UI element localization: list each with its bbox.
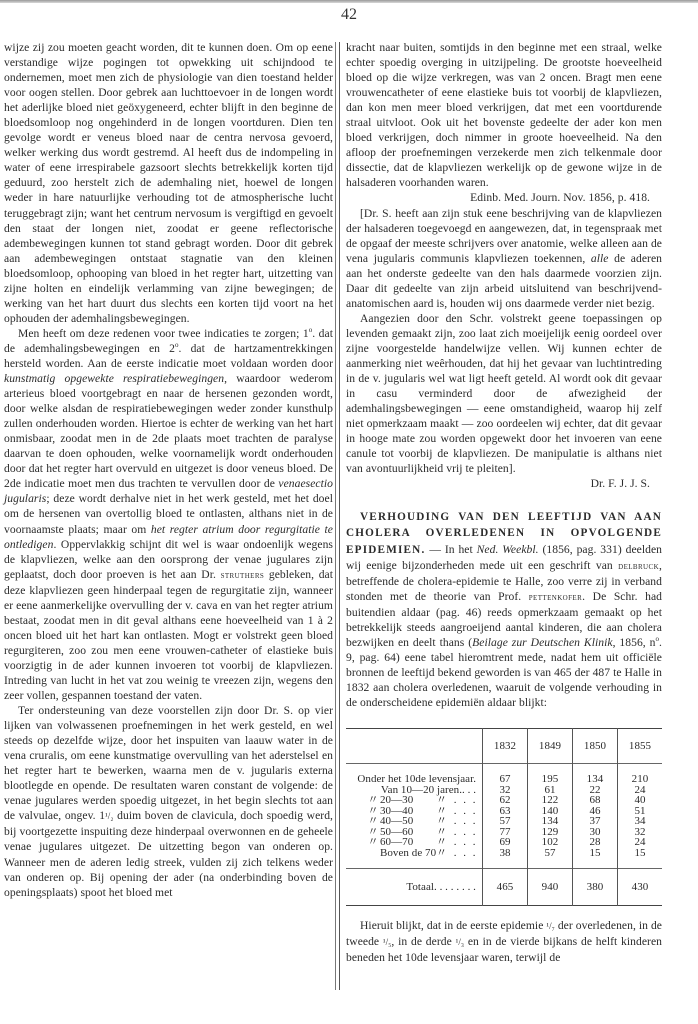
column-header: 1855	[618, 729, 663, 764]
table-row	[346, 816, 662, 827]
paragraph-editor-note	[346, 206, 662, 311]
table-row	[346, 837, 662, 848]
table-row	[346, 795, 662, 806]
left-column	[4, 40, 333, 900]
table-cell: 57	[528, 848, 573, 869]
text-run: , waardoor wederom arterieus bloed voortgebragt en naar de hersenen gezonden wordt, door welke alsdan de respiratiebewegingen weder zonder kunsthulp zullen onderhouden worden. Hiertoe is echter de werking van het hart onmisbaar, zoodat men in de 2de plaats moet trachten de paralyse daarvan te doen ophouden, welke voornamelijk wordt onderhouden door dat het regter hart overvuld en uitgezet is door veneus bloed. De 2de indicatie moet men dus trachten te vervullen door de	[4, 372, 334, 491]
text-run: der overledenen, in de tweede	[346, 919, 662, 949]
table-cell: 37	[573, 816, 618, 827]
table-cell: 63	[483, 806, 528, 817]
table-cell: 62	[483, 795, 528, 806]
signature: Dr. F. J. J. S.	[590, 477, 650, 491]
table-cell: 32	[483, 785, 528, 796]
text-run: Men heeft om deze redenen voor twee indicaties te zorgen; 1	[18, 326, 309, 340]
text-run: , betreffende de cholera-epidemie te Halle, zoo verre zij in verband stonden met de theorie van Prof.	[346, 558, 662, 603]
table-cell: 140	[528, 806, 573, 817]
row-label-ditto: 〃	[367, 794, 379, 807]
table-cell: 24	[618, 785, 663, 796]
paragraph-continuation: kracht naar buiten, somtijds in den beginne met een straal, welke echter spoedig overging in uitzijpeling. De grootste hoeveelheid bloed op die wijze verkregen, was van 2 oncen. Bragt men eene vrouwencatheter of eene elastieke buis tot voorbij de klapvliezen, dan kon men meer bloed verkrijgen, dat met een voortdurende straal uitvloot. Ook uit het bovenste gedeelte der ader kon men bloed verkrijgen, doch nimmer in groote hoeveelheid. Na den afloop der proefnemingen verzekerde men zich telkenmale door dissectie, dat de klapvliezen werkelijk op de gewone wijze in de halsaderen voorhanden waren.	[346, 41, 662, 190]
fraction: ¹/₂	[105, 811, 114, 822]
table-cell: 15	[618, 848, 663, 869]
paragraph-experiments	[4, 703, 333, 900]
emphasis: het regter atrium door regurgitatie te ontledigen	[4, 522, 333, 551]
table-cell: 69	[483, 837, 528, 848]
table-row	[346, 848, 662, 869]
table-cell: 15	[573, 848, 618, 869]
text-run: . dat de hartzamentrekkingen hersteld worden. Aan de eerste indicatie moet voldaan worden door	[4, 341, 333, 370]
article-heading: VERHOUDING VAN DEN LEEFTIJD VAN AAN CHOLERA OVERLEDENEN IN OPVOLGENDE EPIDEMIEN.	[346, 511, 662, 556]
row-label	[346, 837, 483, 848]
cholera-age-table	[346, 728, 662, 906]
table-cell: 57	[483, 816, 528, 827]
table-cell: 32	[618, 827, 663, 838]
journal-title: Beilage zur Deutschen Klinik	[472, 635, 613, 649]
text-run: duim boven de clavicula, doch spoedig werd, bij voortgezette inspuiting deze hinderpaal overwonnen en de geheele venae jugulares uitgezet. De uitzetting begon van onderen op. Wanneer men de aderen ledig streek, vulden zij zich telkens weder van onderen op. Bij opening der ader (na onderbinding boven de openingsplaats) spoot het bloed met	[4, 809, 334, 899]
text-run: de aderen aan het onderste gedeelte van den hals daarmede voorzien zijn. Daar dit gedeelte van zijn arbeid uitsluitend van beschrijvend-anatomischen aard is, houden wij ons daarmede verder niet bezig.	[346, 251, 662, 310]
table-cell: 61	[528, 785, 573, 796]
right-column	[346, 40, 662, 965]
total-cell: 940	[528, 869, 573, 906]
fraction: ¹/₅	[382, 937, 392, 948]
author-name: pettenkofer	[528, 591, 583, 603]
text-run: ; deze wordt derhalve niet in het werk gesteld, met het doel om de hersenen van overtollig bloed te ontlasten, althans niet in de voornaamste plaats; maar om	[4, 492, 333, 536]
row-label-range: 50—60	[380, 825, 414, 838]
superscript: o	[308, 326, 313, 335]
table-cell: 195	[528, 764, 573, 785]
row-label-ditto: 〃	[367, 825, 379, 838]
row-label-dots: 〃 . . .	[436, 794, 478, 807]
paragraph-schijndood: wijze zij zou moeten geacht worden, dit te kunnen doen. Om op eene verstandige wijze pogingen tot opwekking uit schijndood te ondernemen, moet men zich de physiologie van dien toestand helder voor oogen stellen. Door gebrek aan luchttoevoer in de longen wordt het aderlijke bloed niet geöxygeneerd, echter blijft in den beginne de bloedsomloop nog ongehinderd in de longen voortduren. Dien ten gevolge wordt er veneus bloed naar de centra nervosa gevoerd, welker werking dus wordt gestremd. Al heeft dus de indompeling in water of eene irrespirabele gazsoort slechts betrekkelijk korten tijd geduurd, zoo herstelt zich de ademhaling niet, hoewel de longen weder in hare natuurlijke verhouding tot de atmospherische lucht teruggebragt zijn; want het centrum nervosum is vergiftigd en gevoelt den staat der longen niet, zoodat er geene reflectorische adembewegingen kunnen tot stand gebragt worden. Door dit gebrek aan adembewegingen ontstaat stagnatie van den kleinen bloedsomloop, ophooping van bloed in het regter hart, uitzetting van zijne holten en eindelijk verlamming van zijne bewegingen; de werking van het hart duurt dus slechts een korten tijd voort na het ophouden der ademhalingsbewegingen.	[4, 41, 333, 325]
table-cell: 34	[618, 816, 663, 827]
row-label	[346, 816, 483, 827]
text-run: (1856, pag. 331) deelden wij eenige bijzonderheden mede uit een geschrift van	[346, 542, 662, 572]
table-cell: 30	[573, 827, 618, 838]
row-label-ditto: 〃	[367, 815, 379, 828]
column-header: 1849	[528, 729, 573, 764]
table-total-row	[346, 869, 662, 906]
table-header-row	[346, 729, 662, 764]
table-cell: 51	[618, 806, 663, 817]
stats-table	[346, 728, 662, 906]
table-cell: 102	[528, 837, 573, 848]
top-border-rule	[0, 0, 698, 3]
text-run: , 1856, n	[612, 635, 656, 649]
paragraph-conclusion	[346, 918, 662, 965]
total-cell: 380	[573, 869, 618, 906]
section-gap	[346, 491, 662, 509]
text-run: , in de derde	[391, 935, 456, 949]
row-label-ditto: 〃	[367, 836, 379, 849]
author-name: delbruck	[618, 560, 660, 572]
table-cell: 46	[573, 806, 618, 817]
superscript: o	[174, 341, 179, 350]
row-label-range: 60—70	[380, 836, 414, 849]
table-cell: 129	[528, 827, 573, 838]
table-cell: 38	[483, 848, 528, 869]
row-label-text: Onder het 10de levensjaar.	[357, 773, 476, 786]
text-run: gebleken, dat deze klapvliezen geen hinderpaal tegen de regurgitatie zijn, wanneer er eene aanmerkelijke overvulling der v. cava en van het regter atrium bestaat, zoodat men in dit geval althans eene hoeveelheid van 1 à 2 oncen bloed uit het hart kan ontlasten. Mogt er volstrekt geen bloed regurgiteren, zoo zou men eene vrouwen-catheter of elastieke buis voorzigtig in de ader kunnen invoeren tot voorbij de klapvliezen. Intreding van lucht in het vat zou weinig te vreezen zijn, wegens den zeer vollen, gespannen toestand der vaten.	[4, 567, 334, 703]
citation: Edinb. Med. Journ. Nov. 1856, p. 418.	[470, 191, 650, 205]
table-cell: 210	[618, 764, 663, 785]
text-run: en in de vierde bijkans de helft kinderen beneden het 10de levensjaar waren, terwijl de	[346, 935, 663, 965]
table-cell: 22	[573, 785, 618, 796]
row-label-range: 20—30	[380, 794, 414, 807]
text-run: — In het	[425, 542, 477, 556]
text-run: . De Schr. had buitendien aldaar (pag. 46) reeds opmerkzaam gemaakt op het betrekkelijk steeds aangroeijend aantal kinderen, die aan cholera bezwijken en deelt thans (	[346, 589, 662, 649]
emphasis: kunstmatig opgewekte respiratiebewegingen	[4, 372, 225, 386]
row-label-dots: 〃 . . .	[436, 825, 478, 838]
total-cell: 430	[618, 869, 663, 906]
article-cholera	[346, 509, 662, 710]
table-cell: 24	[618, 837, 663, 848]
row-label-ditto: 〃	[367, 804, 379, 817]
text-run: . 9, pag. 64) eene tabel hieromtrent mede, nadat hem uit officiële bronnen de leeftijd bekend geworden is van 465 der 487 te Halle in 1832 aan cholera overledenen, waaruit de volgende verhouding in de onderscheidene epidemiën aldaar blijkt:	[346, 635, 662, 709]
paragraph-indications	[4, 326, 333, 703]
journal-title: Ned. Weekbl.	[476, 542, 539, 556]
paragraph-commentary: Aangezien door den Schr. volstrekt geene toepassingen op levenden gemaakt zijn, zoo laat zich moeijelijk eenig oordeel over zijne voorgestelde handelwijze vellen. Wij kunnen echter de aanmerking niet weêrhouden, dat hij het gevaar van luchtintreding in de v. jugularis wel wat ligt heeft geteld. Al wordt ook dit gevaar in casu verminderd door de afwezigheid der ademhalingsbewegingen — eene omstandigheid, waarop hij zelf niet opmerkzaam maakt — zoo oordeelen wij echter, dat dit gevaar in hooge mate zou worden opgewekt door het invoeren van eene canule tot voorbij de klapvliezen. De manipulatie is althans niet van avontuurlijkheid vrij te pleiten].	[346, 311, 662, 476]
table-cell: 122	[528, 795, 573, 806]
table-cell: 134	[573, 764, 618, 785]
column-header: 1850	[573, 729, 618, 764]
row-label-dots: 〃 . . .	[436, 815, 478, 828]
emphasis: venaesectio jugularis	[4, 477, 333, 506]
fraction: ¹/₇	[546, 921, 555, 932]
table-cell: 67	[483, 764, 528, 785]
row-label-range: 30—40	[380, 804, 414, 817]
column-divider	[335, 42, 340, 990]
text-run: Ter ondersteuning van deze voorstellen zijn door Dr. S. op vier lijken van volwassenen proefnemingen in het werk gesteld, en wel steeds op dezelfde wijze, door het inspuiten van laauw water in de vena cruralis, om eene kunstmatige overvulling van het aderstelsel en het regter hart te bewerken, waarna men de v. jugularis externa blootlegde en opende. De resultaten waren constant de volgende: de venae jugulares werden spoedig uitgezet, in het begin slechts tot aan de valvulae, ongev. 1	[4, 704, 333, 823]
row-label-range: Boven de 70	[380, 846, 437, 859]
table-row	[346, 764, 662, 785]
row-label-dots: 〃 . . .	[436, 836, 478, 849]
superscript: o	[655, 634, 660, 643]
table-cell: 134	[528, 816, 573, 827]
author-name: struthers	[220, 569, 265, 581]
row-label	[346, 795, 483, 806]
table-cell: 28	[573, 837, 618, 848]
page-number: 42	[341, 6, 357, 23]
header-blank	[346, 729, 483, 764]
row-label-range: 40—50	[380, 815, 414, 828]
text-run: Hieruit blijkt, dat in de eerste epidemie	[360, 919, 547, 933]
text-run: [Dr. S. heeft aan zijn stuk eene beschrijving van de klapvliezen der halsaderen toegevoegd en aangewezen, dat, in tegenspraak met de opgaaf der meeste schrijvers over anatomie, welke alleen aan de vena jugularis communis klapvliezen toekennen,	[346, 206, 662, 265]
total-label: Totaal. . . . . . . .	[406, 880, 476, 893]
text-run: . Oppervlakkig schijnt dit wel is waar ondoenlijk wegens de klapvliezen, welke aan den oorsprong der venae jugulares zijn geplaatst, doch door proeven is het aan Dr.	[4, 537, 333, 581]
table-cell: 68	[573, 795, 618, 806]
emphasis: alle	[590, 251, 609, 265]
text-run: . dat de ademhalingsbewegingen en 2	[4, 326, 333, 355]
row-label	[346, 848, 483, 869]
column-header: 1832	[483, 729, 528, 764]
row-label-dots: 〃 . . .	[436, 846, 478, 859]
row-label-text: Van 10—20 jaren.. . .	[380, 783, 476, 796]
total-cell: 465	[483, 869, 528, 906]
fraction: ¹/₃	[455, 937, 465, 948]
row-label	[346, 764, 483, 785]
table-cell: 40	[618, 795, 663, 806]
table-cell: 77	[483, 827, 528, 838]
row-label-dots: 〃 . . .	[436, 804, 478, 817]
